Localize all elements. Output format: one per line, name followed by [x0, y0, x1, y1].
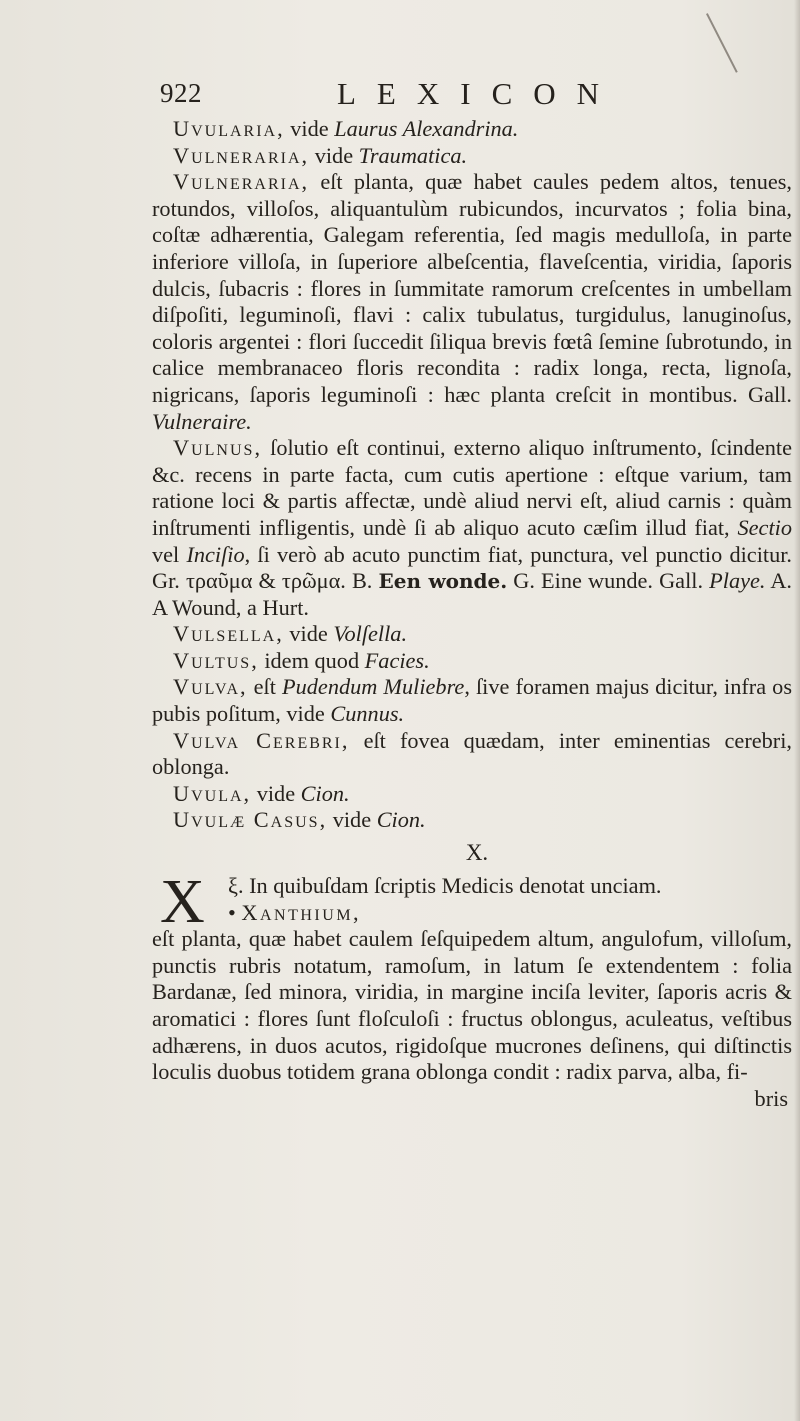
entry-french-name: Playe. [709, 568, 766, 594]
entry-headword: Uvulæ Casus, [173, 807, 328, 833]
entry-headword: Vulva Cerebri, [173, 727, 350, 753]
section-letter-heading: X. [465, 840, 489, 866]
entry-xanthium-first-line [152, 900, 792, 927]
entry-reference: Traumatica. [358, 142, 468, 168]
entry-text: eſt [247, 674, 282, 700]
entry-vulneraria-plant [152, 169, 792, 435]
entry-text: , ſi verò ab acuto punctim fiat, punctura, vel punctio dicitur. Gr. τραῦμα & τρῶμα. B. [152, 541, 792, 594]
entry-text: A. A Wound, a Hurt. [152, 568, 792, 620]
entry-text: idem quod [258, 647, 365, 673]
catchword: bris [754, 1085, 788, 1111]
entry-headword: Uvula, [173, 780, 252, 806]
entry-uvularia [152, 116, 792, 143]
bullet-mark: • [228, 899, 236, 925]
entry-vulva-cerebri [152, 728, 792, 781]
page-header [160, 78, 800, 118]
entry-text: eſt fovea quædam, inter eminentias cerebri, oblonga. [152, 727, 792, 780]
entry-xi: ξ. In quibuſdam ſcriptis Medicis denotat unciam. [228, 873, 662, 899]
entry-vulneraria-ref [152, 143, 792, 170]
entry-blackletter: Een wonde. [378, 569, 508, 594]
entry-headword: Vultus, [173, 647, 259, 673]
entry-vultus [152, 648, 792, 675]
entry-reference: Facies. [364, 647, 430, 673]
entry-text: eſt planta, quæ habet caules pedem altos, tenues, rotundos, villoſos, aliquantulùm rubicundos, incurvatos ; folia bina, coſtæ adhærentia, Galegam referentia, ſed magis medulloſa, in parte inferiore villoſa, in ſuperiore albeſcentia, flaveſcentia, viridia, ſaporis dulcis, ſubacris : flores in ſummitate ramorum creſcentes in umbellam diſpoſiti, leguminoſi, flavi : calix tubulatus, turgidulus, lanuginoſus, coloris argentei : flori ſuccedit ſiliqua brevis fœtâ ſemine ſubrotundo, in calice membranaceo floris recondita : radix longa, recta, lignoſa, nigricans, ſaporis leguminoſi : hæc planta creſcit in montibus. Gall. [152, 169, 792, 407]
entry-text: vide [284, 116, 335, 141]
entry-reference: Cion. [300, 780, 350, 806]
entry-text: vel [152, 541, 187, 567]
paper-scratch-mark [706, 13, 738, 73]
entry-reference: Cunnus. [330, 701, 405, 727]
drop-cap: X [160, 868, 205, 937]
entry-term: Inciſio [186, 541, 245, 567]
page-number: 922 [160, 78, 202, 108]
entry-french-name: Vulneraire. [152, 408, 252, 434]
entry-text: vide [283, 621, 334, 647]
entry-headword: Vulva, [173, 674, 248, 700]
entry-headword: Xanthium, [241, 899, 362, 925]
entry-headword: Uvularia, [173, 116, 285, 141]
section-x-entries [152, 868, 792, 1112]
entry-vulva [152, 674, 792, 727]
entry-headword: Vulneraria, [173, 169, 310, 195]
page-body [152, 116, 792, 1112]
entry-text: , ſive foramen majus dicitur, infra os pubis poſitum, vide [152, 674, 793, 727]
entry-uvula [152, 781, 792, 808]
entry-text: G. Eine wunde. Gall. [507, 568, 710, 594]
entry-reference: Cion. [376, 807, 426, 833]
entry-text: ſolutio eſt continui, externo aliquo inſtrumento, ſcindente &c. recens in parte facta, cum cutis apertione : eſtque varium, tam ratione loci & partis affectæ, undè aliud nervi eſt, aliud carnis : quàm inſtrumenti infligentis, undè ſi ab aliquo acuto cæſim illud fiat, [152, 435, 792, 540]
entry-uvulae-casus [152, 807, 792, 834]
entry-vulnus [152, 435, 792, 621]
entry-reference: Laurus Alexandrina. [334, 116, 519, 141]
entry-vulsella [152, 621, 792, 648]
page-edge-shadow [794, 0, 800, 1421]
entry-term: Sectio [737, 514, 792, 540]
entry-reference: Volſella. [333, 621, 408, 647]
running-title: LEXICON [337, 76, 621, 111]
entry-text: vide [327, 807, 377, 833]
entry-term: Pudendum Muliebre [282, 674, 465, 700]
entry-headword: Vulsella, [173, 621, 284, 647]
entry-xanthium-text: eſt planta, quæ habet caulem ſeſquipedem altum, angulofum, villoſum, punctis rubris notatum, ramoſum, in latum ſe extendentem : folia Bardanæ, ſed minora, viridia, in margine inciſa leviter, ſaporis acris & aromatici : flores ſunt floſculoſi : fructus oblongus, aculeatus, veſtibus adhærens, in duos acutos, rigidoſque mucrones deſinens, qui diſtinctis loculis duobus totidem grana oblonga condit : radix parva, alba, fi- [152, 926, 792, 1085]
entry-headword: Vulneraria, [173, 142, 310, 168]
entry-headword: Vulnus, [173, 435, 263, 461]
entry-text: vide [309, 142, 359, 168]
entry-text: vide [251, 780, 301, 806]
